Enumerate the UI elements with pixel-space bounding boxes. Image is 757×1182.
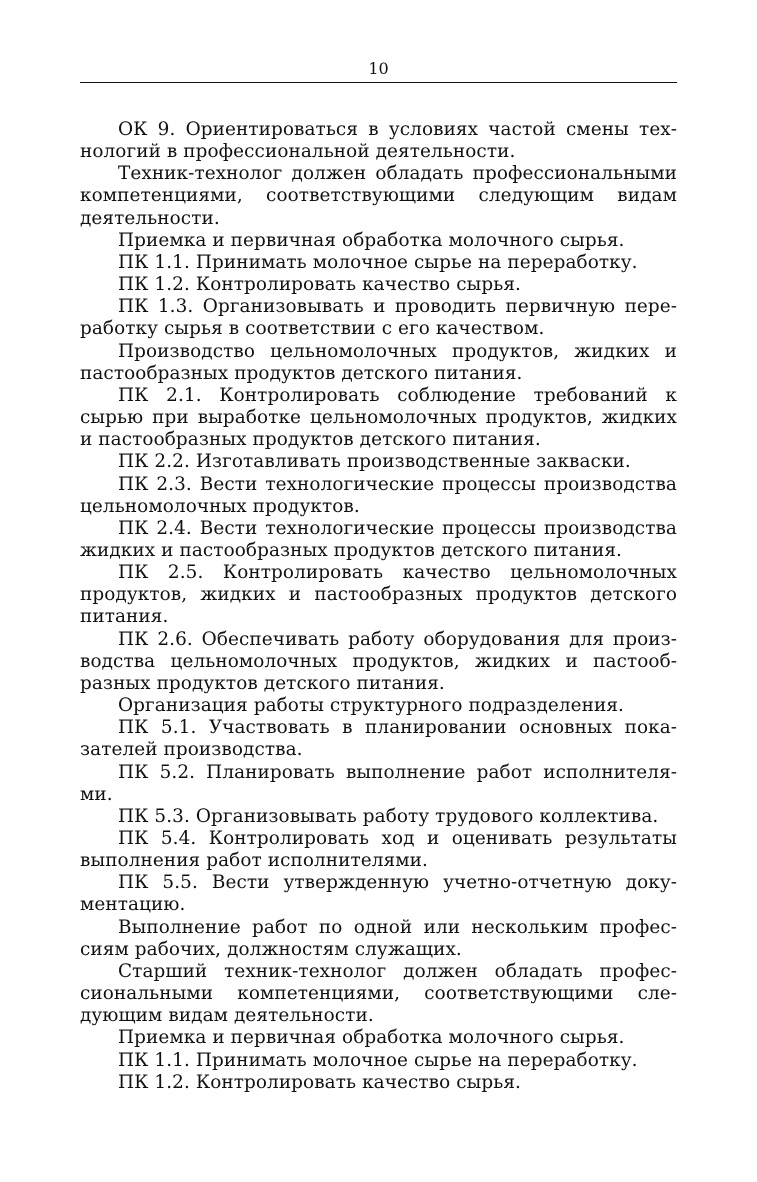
- paragraph-pk-2-5: ПК 2.5. Контролировать качество цельномолочных продуктов, жидких и пастообразных продуктов детского питания.: [80, 562, 677, 628]
- paragraph-pk-1-2: ПК 1.2. Контролировать качество сырья.: [118, 274, 521, 296]
- paragraph-pk-5-1: ПК 5.1. Участвовать в планировании основных показателей производства.: [80, 717, 677, 761]
- paragraph-activity-production: Производство цельномолочных продуктов, жидких и пастообразных продуктов детского питания.: [80, 340, 677, 384]
- paragraph-pk-5-4: ПК 5.4. Контролировать ход и оценивать результаты выполнения работ исполнителями.: [80, 828, 677, 872]
- paragraph-pk-2-6: ПК 2.6. Обеспечивать работу оборудования для производства цельномолочных продуктов, жидких и пастообразных продуктов детского питания.: [80, 628, 677, 694]
- paragraph-ok9: ОК 9. Ориентироваться в условиях частой смены технологий в профессиональной деятельности.: [80, 119, 677, 163]
- header-rule: [80, 82, 677, 83]
- body-text: [80, 119, 677, 1094]
- paragraph-pk-1-2-repeat: ПК 1.2. Контролировать качество сырья.: [118, 1071, 521, 1093]
- paragraph-pk-5-2: ПК 5.2. Планировать выполнение работ исполнителями.: [80, 761, 677, 805]
- paragraph-pk-5-3: ПК 5.3. Организовывать работу трудового коллектива.: [118, 805, 659, 827]
- paragraph-pk-2-2: ПК 2.2. Изготавливать производственные закваски.: [118, 451, 631, 473]
- page-number: 10: [368, 59, 389, 78]
- paragraph-activity-organization: Организация работы структурного подразделения.: [118, 695, 624, 717]
- book-page: [80, 58, 677, 1094]
- paragraph-pk-2-1: ПК 2.1. Контролировать соблюдение требований к сырью при выработке цельномолочных продуктов, жидких и пастообразных продуктов детского питания.: [80, 384, 677, 451]
- paragraph-pk-2-3: ПК 2.3. Вести технологические процессы производства цельномолочных продуктов.: [80, 473, 677, 517]
- paragraph-senior-technician-competencies: Старший техник-технолог должен обладать профессиональными компетенциями, соответствующими следующим видам деятельности.: [80, 960, 677, 1027]
- paragraph-activity-intake-repeat: Приемка и первичная обработка молочного сырья.: [118, 1027, 625, 1049]
- paragraph-technician-competencies: Техник-технолог должен обладать профессиональными компетенциями, соответствующими следующим видам деятельности.: [80, 163, 677, 229]
- paragraph-activity-intake: Приемка и первичная обработка молочного сырья.: [118, 229, 625, 251]
- paragraph-pk-5-5: ПК 5.5. Вести утвержденную учетно-отчетную документацию.: [80, 872, 677, 916]
- paragraph-pk-1-1-repeat: ПК 1.1. Принимать молочное сырье на переработку.: [118, 1049, 638, 1071]
- paragraph-pk-1-1: ПК 1.1. Принимать молочное сырье на переработку.: [118, 251, 638, 273]
- paragraph-pk-1-3: ПК 1.3. Организовывать и проводить первичную переработку сырья в соответствии с его качеством.: [80, 296, 677, 340]
- paragraph-pk-2-4: ПК 2.4. Вести технологические процессы производства жидких и пастообразных продуктов детского питания.: [80, 517, 677, 561]
- paragraph-activity-worker-professions: Выполнение работ по одной или нескольким профессиям рабочих, должностям служащих.: [80, 916, 677, 960]
